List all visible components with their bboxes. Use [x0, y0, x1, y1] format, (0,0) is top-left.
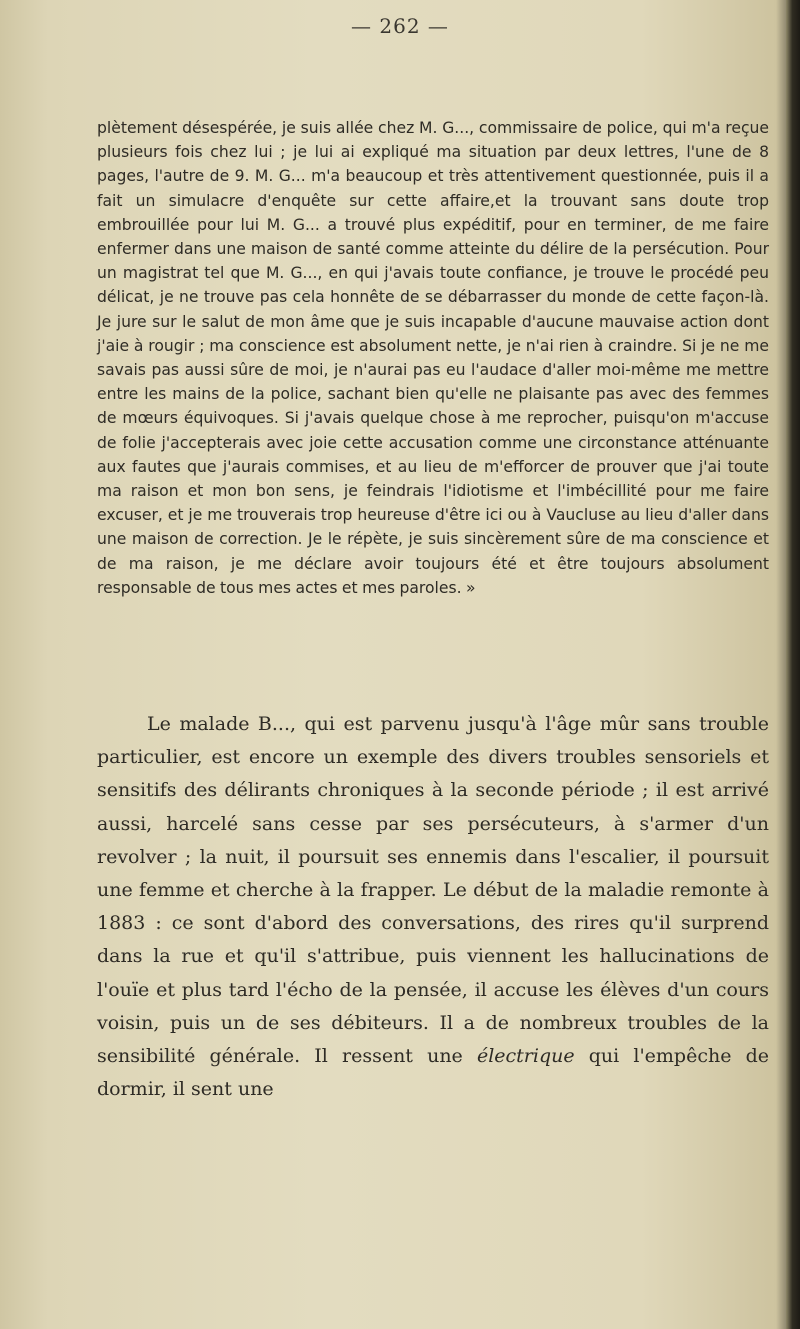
- case-description-text: [97, 708, 769, 1106]
- case-text-tail: qui l'empêche de dormir, il sent une: [97, 1045, 770, 1101]
- page-number: — 262 —: [351, 14, 449, 38]
- case-text-italic-word: électrique: [476, 1045, 575, 1068]
- page-binding-edge: [786, 0, 800, 1329]
- quoted-letter-text: plètement désespérée, je suis allée chez M. G..., commissaire de police, qui m'a reçue plusieurs fois chez lui ; je lui ai expliqué ma situation par deux lettres, l'une de 8 pages, l'autre de 9. M. G... m'a beaucoup et très attentivement questionnée, puis il a fait un simulacre d'enquête sur cette affaire,et la trouvant sans doute trop embrouillée pour lui M. G... a trouvé plus expéditif, pour en terminer, de me faire enfermer dans une maison de santé comme atteinte du délire de la persécution. Pour un magistrat tel que M. G..., en qui j'avais toute confiance, je trouve le procédé peu délicat, je ne trouve pas cela honnête de se débarrasser du monde de cette façon-là. Je jure sur le salut de mon âme que je suis incapable d'aucune mauvaise action dont j'aie à rougir ; ma conscience est absolument nette, je n'ai rien à craindre. Si je ne me savais pas aussi sûre de moi, je n'aurai pas eu l'audace d'aller moi-même me mettre entre les mains de la police, sachant bien qu'elle ne plaisante pas avec des femmes de mœurs équivoques. Si j'avais quelque chose à me reprocher, puisqu'on m'accuse de folie j'accepterais avec joie cette accusation comme une circonstance atténuante aux fautes que j'aurais commises, et au lieu de m'efforcer de prouver que j'ai toute ma raison et mon bon sens, je feindrais l'idiotisme et l'imbécillité pour me faire excuser, et je me trouverais trop heureuse d'être ici ou à Vaucluse au lieu d'aller dans une maison de correction. Je le répète, je suis sincèrement sûre de ma conscience et de ma raison, je me déclare avoir toujours été et être toujours absolument responsable de tous mes actes et mes paroles. »: [97, 119, 769, 597]
- case-description-paragraph: [97, 708, 769, 1106]
- quoted-letter-paragraph: [97, 116, 769, 600]
- case-text-main: Le malade B..., qui est parvenu jusqu'à l'âge mûr sans trouble particulier, est encore un exemple des divers troubles sensoriels et sensitifs des délirants chroniques à la seconde période ; il est arrivé aussi, harcelé sans cesse par ses persécuteurs, à s'armer d'un revolver ; la nuit, il poursuit ses ennemis dans l'escalier, il poursuit une femme et cherche à la frapper. Le début de la maladie remonte à 1883 : ce sont d'abord des conversations, des rires qu'il surprend dans la rue et qu'il s'attribue, puis viennent les hallucinations de l'ouïe et plus tard l'écho de la pensée, il accuse les élèves d'un cours voisin, puis un de ses débiteurs. Il a de nombreux troubles de la sensibilité générale. Il ressent une: [97, 713, 769, 1068]
